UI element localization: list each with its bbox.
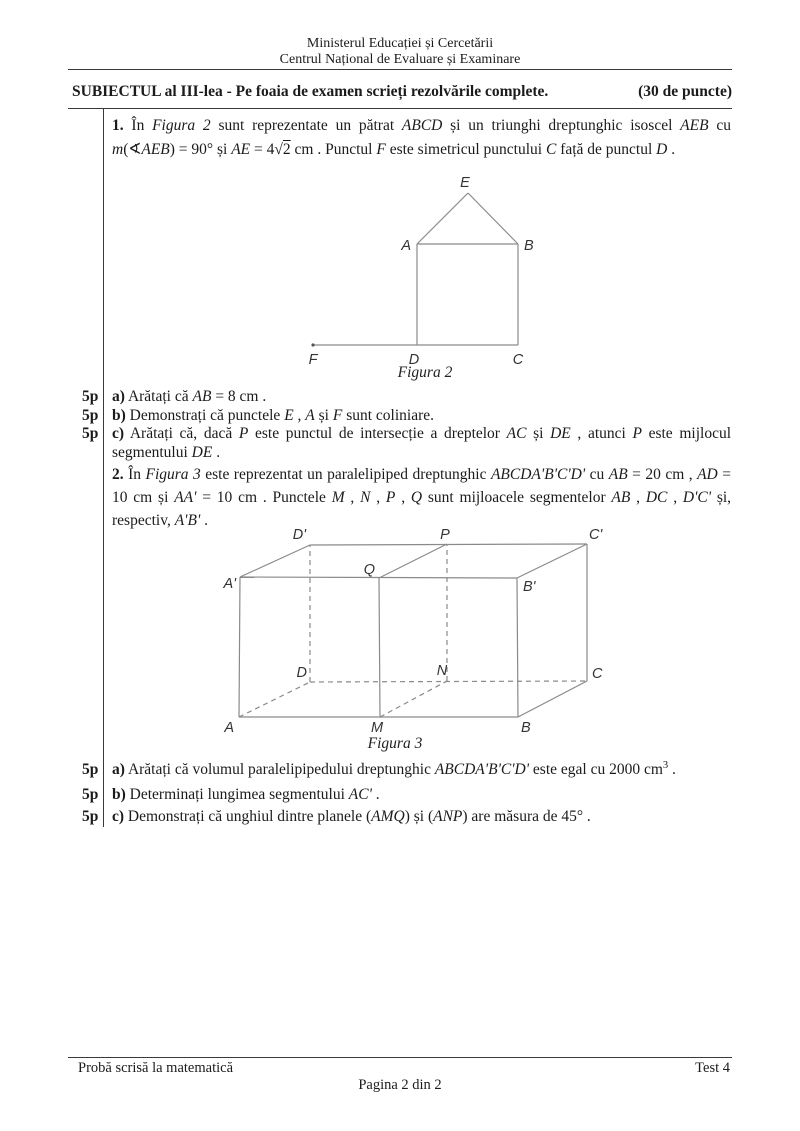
fig3-edge-BC bbox=[518, 681, 587, 717]
footer-test-number: Test 4 bbox=[695, 1060, 730, 1076]
fig2-label-F: F bbox=[308, 352, 318, 368]
fig3-segment-MQ bbox=[379, 578, 380, 717]
item-1b bbox=[82, 407, 731, 426]
item-2b-text: b) Determinați lungimea segmentului AC' . bbox=[112, 785, 380, 803]
fig3-label-B: B bbox=[521, 720, 531, 736]
problem1-text: 1. În Figura 2 sunt reprezentate un pătrat ABCD și un triunghi dreptunghic isoscel AEB cu m(∢AEB) = 90° și AE = 4√2 cm . Punctul F este simetricul punctului C față de punctul D . bbox=[112, 117, 731, 158]
figure2-caption: Figura 2 bbox=[397, 364, 453, 381]
item-1b-points: 5p bbox=[82, 406, 99, 424]
item-1a-points: 5p bbox=[82, 388, 99, 405]
fig3-label-D: D bbox=[296, 665, 307, 681]
fig3-label-Dp: D' bbox=[292, 527, 306, 543]
fig2-label-B: B bbox=[524, 238, 534, 254]
figure3-drawing bbox=[220, 525, 610, 755]
fig2-point-F-dot bbox=[311, 343, 314, 346]
fig3-label-A: A bbox=[224, 720, 234, 736]
points-column-rule bbox=[103, 108, 104, 827]
fig2-label-E: E bbox=[460, 175, 470, 191]
header-divider bbox=[68, 69, 732, 70]
fig2-edge-AE bbox=[417, 193, 468, 244]
item-1c-text: c) Arătați că, dacă P este punctul de intersecție a dreptelor AC și DE , atunci P este mijlocul segmentului DE . bbox=[112, 425, 732, 461]
subject-divider bbox=[68, 108, 732, 109]
item-2c bbox=[82, 807, 731, 826]
header-center: Centrul Național de Evaluare și Examinare bbox=[279, 52, 521, 67]
fig2-label-D: D bbox=[408, 352, 420, 368]
fig2-label-C: C bbox=[512, 352, 524, 368]
fig3-segment-QP bbox=[379, 544, 447, 578]
fig3-segment-MN bbox=[380, 681, 447, 717]
fig2-edge-EB bbox=[468, 193, 518, 244]
item-1c bbox=[82, 425, 731, 463]
item-1a bbox=[82, 388, 731, 407]
footer-divider bbox=[68, 1057, 732, 1058]
fig3-edge-BpCp bbox=[517, 544, 587, 578]
fig2-label-A: A bbox=[401, 238, 411, 254]
fig3-label-Bp: B' bbox=[523, 579, 536, 595]
fig3-edge-BpAp bbox=[240, 577, 517, 578]
fig3-edge-DC bbox=[310, 681, 587, 682]
fig3-edge-ApDp bbox=[240, 545, 310, 577]
fig3-edge-ApA bbox=[239, 577, 240, 717]
item-2c-text: c) Demonstrați că unghiul dintre planele (AMQ) și (ANP) are măsura de 45° . bbox=[112, 807, 591, 825]
item-1b-text: b) Demonstrați că punctele E , A și F sunt coliniare. bbox=[112, 406, 434, 424]
footer-exam-name: Probă scrisă la matematică bbox=[78, 1060, 234, 1076]
fig3-edge-BBp bbox=[517, 578, 518, 717]
fig3-label-Ap: A' bbox=[223, 576, 236, 592]
fig3-label-M: M bbox=[370, 720, 384, 736]
item-2a-text: a) Arătați că volumul paralelipipedului dreptunghic ABCDA'B'C'D' este egal cu 2000 $cm^3$ . bbox=[112, 759, 676, 778]
fig3-edge-DpCp bbox=[310, 544, 587, 545]
fig3-label-P: P bbox=[440, 527, 450, 543]
item-2a-points: 5p bbox=[82, 761, 99, 778]
item-2a bbox=[82, 760, 731, 779]
figure3-caption: Figura 3 bbox=[367, 735, 423, 752]
subject-points: (30 de puncte) bbox=[638, 83, 732, 100]
item-2c-points: 5p bbox=[82, 807, 99, 825]
fig3-label-N: N bbox=[436, 663, 448, 679]
problem2-text: 2. În Figura 3 este reprezentat un paralelipiped dreptunghic ABCDA'B'C'D' cu AB = 20 cm , AD = 10 cm și AA' = 10 cm . Punctele M , N , P , Q sunt mijloacele segmentelor AB , DC , D'C' și, respectiv, A'B' . bbox=[112, 466, 732, 529]
fig3-label-Q: Q bbox=[363, 562, 375, 578]
footer-page-number: Pagina 2 din 2 bbox=[358, 1077, 442, 1093]
fig3-label-Cp: C' bbox=[589, 527, 603, 543]
item-1c-points: 5p bbox=[82, 425, 99, 442]
fig3-edge-AD bbox=[239, 682, 310, 717]
subject-title: SUBIECTUL al III-lea - Pe foaia de examen scrieți rezolvările complete. bbox=[72, 83, 549, 100]
fig3-label-C: C bbox=[592, 666, 603, 682]
item-1a-text: a) Arătați că AB = 8 cm . bbox=[112, 388, 267, 405]
header-ministry: Ministerul Educației și Cercetării bbox=[306, 36, 494, 51]
item-2b-points: 5p bbox=[82, 785, 99, 803]
item-2b bbox=[82, 785, 731, 804]
figure2-drawing bbox=[300, 172, 550, 372]
